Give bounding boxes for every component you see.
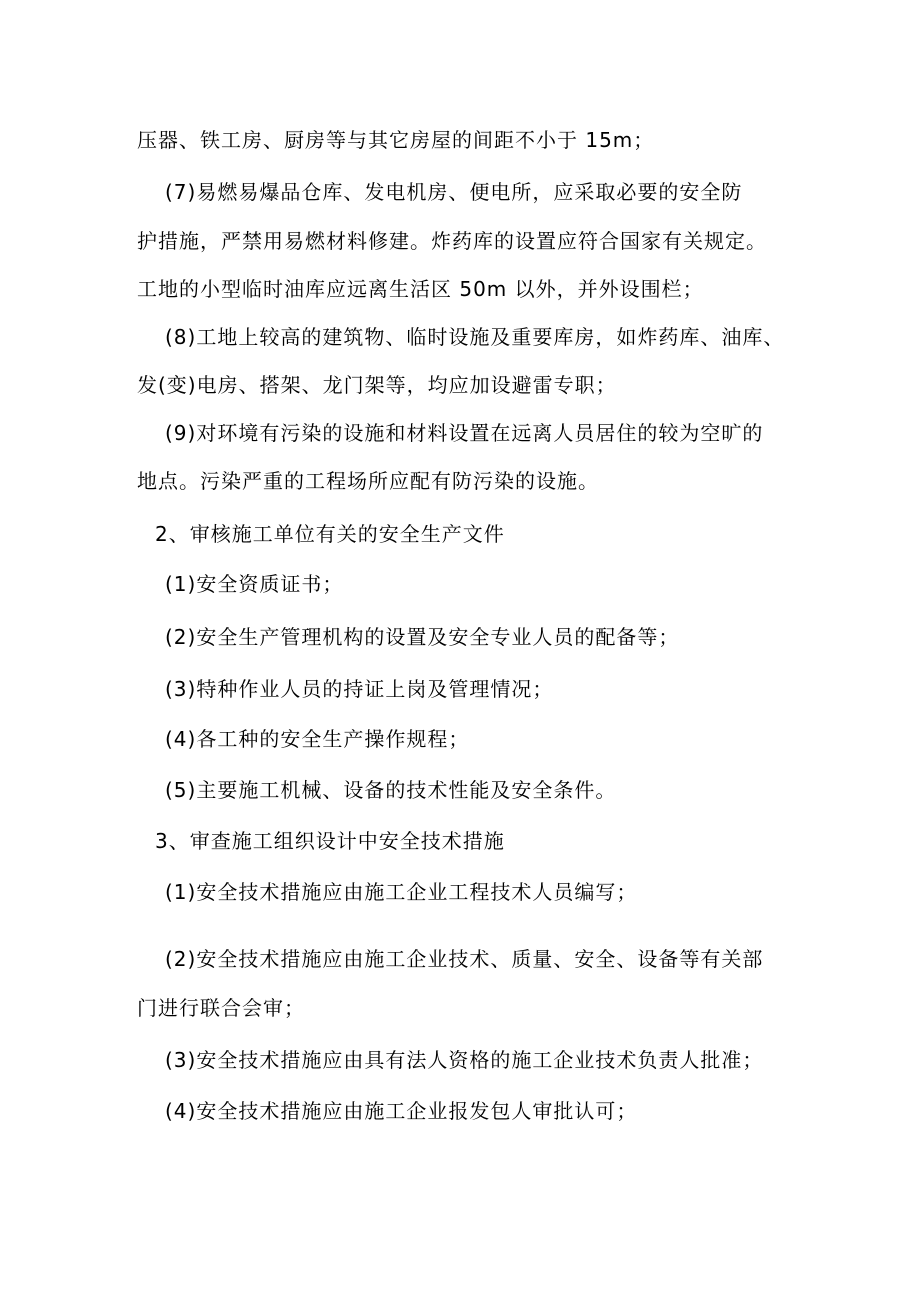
text-line-11: (2)安全生产管理机构的设置及安全专业人员的配备等；: [165, 625, 680, 649]
text-line-1: 压器、铁工房、厨房等与其它房屋的间距不小于 15m；: [137, 128, 655, 152]
text-line-4: 工地的小型临时油库应远离生活区 50m 以外，并外设围栏；: [137, 277, 704, 301]
text-line-13: (4)各工种的安全生产操作规程；: [165, 727, 470, 751]
section-heading-2: 2、审核施工单位有关的安全生产文件: [155, 522, 505, 546]
text-line-18: 门进行联合会审；: [137, 996, 305, 1020]
text-line-17: (2)安全技术措施应由施工企业技术、质量、安全、设备等有关部: [165, 947, 764, 971]
text-line-16: (1)安全技术措施应由施工企业工程技术人员编写；: [165, 880, 638, 904]
text-line-14: (5)主要施工机械、设备的技术性能及安全条件。: [165, 778, 617, 802]
text-line-2: (7)易燃易爆品仓库、发电机房、便电所，应采取必要的安全防: [165, 180, 743, 204]
text-line-6: 发(变)电房、搭架、龙门架等，均应加设避雷专职；: [137, 373, 617, 397]
text-line-3: 护措施，严禁用易燃材料修建。炸药库的设置应符合国家有关规定。: [137, 229, 767, 253]
text-line-8: 地点。污染严重的工程场所应配有防污染的设施。: [137, 469, 599, 493]
text-line-7: (9)对环境有污染的设施和材料设置在远离人员居住的较为空旷的: [165, 421, 764, 445]
text-line-20: (4)安全技术措施应由施工企业报发包人审批认可；: [165, 1099, 638, 1123]
section-heading-3: 3、审查施工组织设计中安全技术措施: [155, 829, 505, 853]
text-line-10: (1)安全资质证书；: [165, 572, 344, 596]
text-line-19: (3)安全技术措施应由具有法人资格的施工企业技术负责人批准；: [165, 1048, 764, 1072]
text-line-12: (3)特种作业人员的持证上岗及管理情况；: [165, 677, 554, 701]
text-line-5: (8)工地上较高的建筑物、临时设施及重要库房，如炸药库、油库、: [165, 325, 785, 349]
